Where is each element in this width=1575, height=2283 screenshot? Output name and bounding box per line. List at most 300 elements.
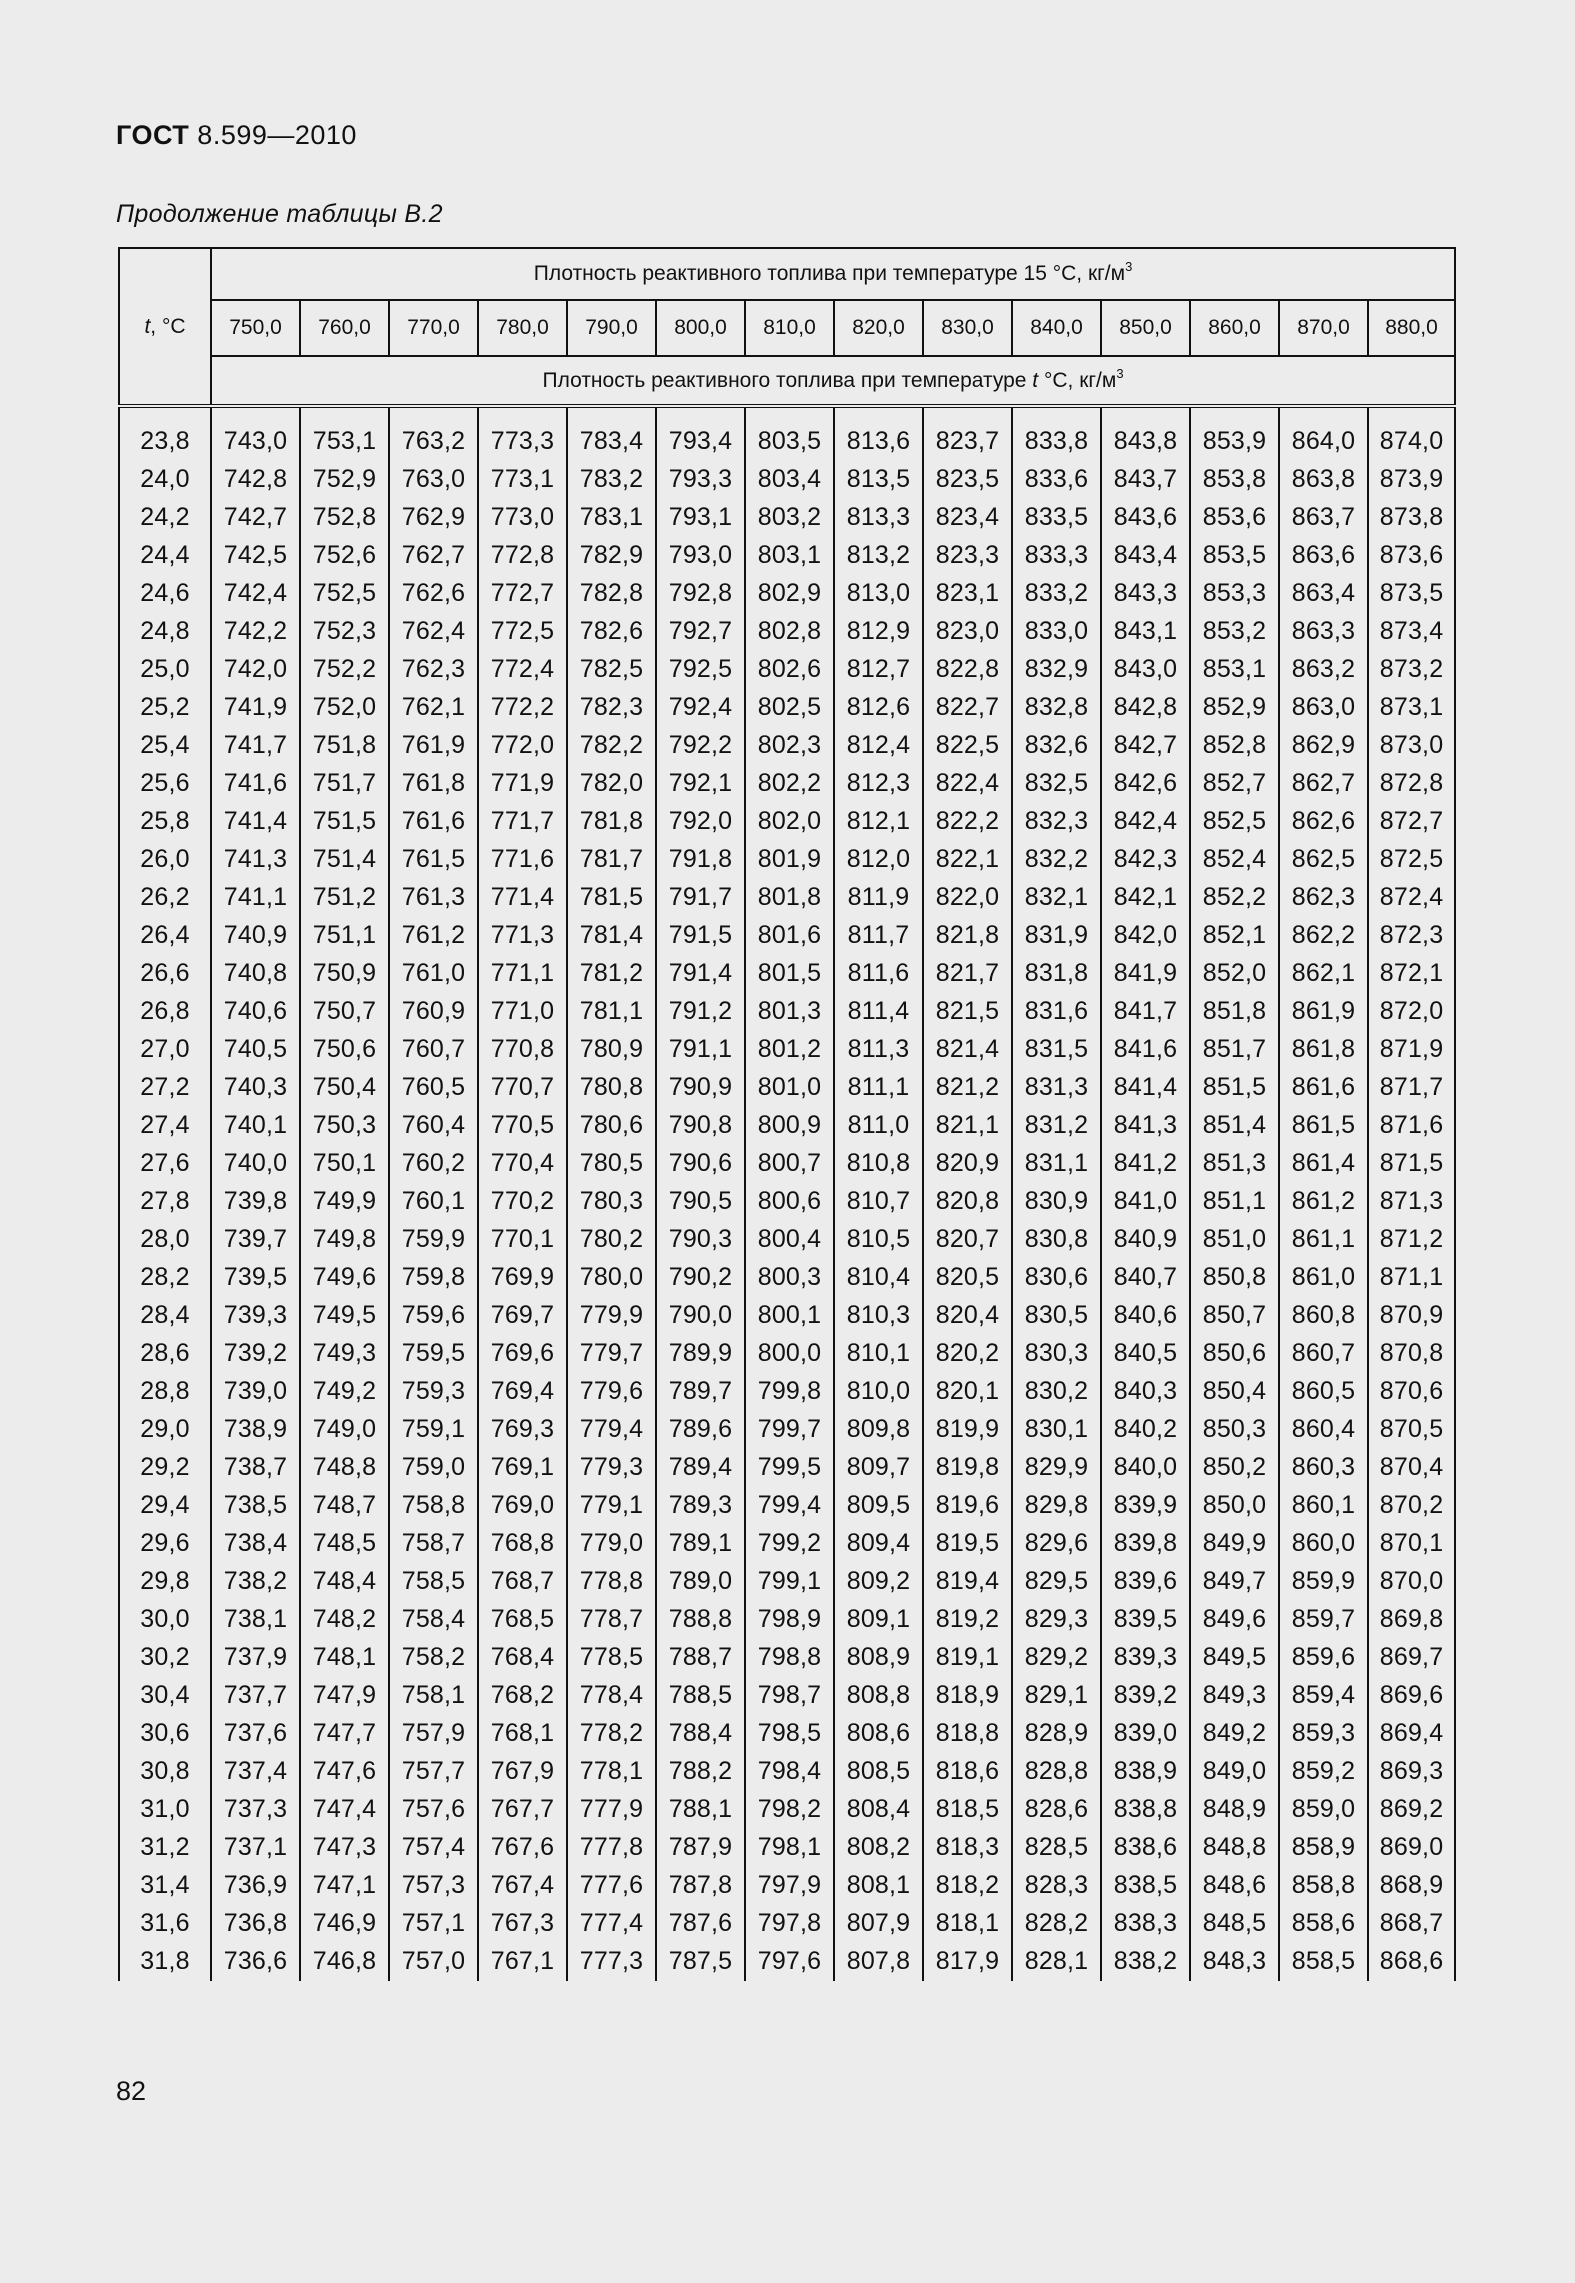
density-cell: 750,3 <box>300 1106 389 1144</box>
density-cell: 748,2 <box>300 1600 389 1638</box>
table-row <box>119 1410 1455 1448</box>
density-cell: 868,7 <box>1368 1904 1455 1942</box>
density-cell: 779,0 <box>567 1524 656 1562</box>
density-cell: 752,0 <box>300 688 389 726</box>
density-cell: 812,3 <box>834 764 923 802</box>
density-cell: 860,7 <box>1279 1334 1368 1372</box>
density-cell: 771,7 <box>478 802 567 840</box>
density-cell: 841,2 <box>1101 1144 1190 1182</box>
density-cell: 840,3 <box>1101 1372 1190 1410</box>
temperature-cell: 29,0 <box>119 1410 211 1448</box>
density-cell: 871,7 <box>1368 1068 1455 1106</box>
density-cell: 840,9 <box>1101 1220 1190 1258</box>
density-cell: 869,7 <box>1368 1638 1455 1676</box>
density-cell: 869,2 <box>1368 1790 1455 1828</box>
temperature-column-header <box>119 248 211 406</box>
density-cell: 797,9 <box>745 1866 834 1904</box>
density-cell: 858,9 <box>1279 1828 1368 1866</box>
temperature-cell: 24,8 <box>119 612 211 650</box>
density-cell: 799,8 <box>745 1372 834 1410</box>
density-cell: 871,6 <box>1368 1106 1455 1144</box>
density-cell: 740,5 <box>211 1030 300 1068</box>
density-cell: 862,6 <box>1279 802 1368 840</box>
density-cell: 742,0 <box>211 650 300 688</box>
density-cell: 818,8 <box>923 1714 1012 1752</box>
table-row <box>119 422 1455 460</box>
density-cell: 762,7 <box>389 536 478 574</box>
density-cell: 783,2 <box>567 460 656 498</box>
density-cell: 780,2 <box>567 1220 656 1258</box>
density-cell: 751,7 <box>300 764 389 802</box>
density-t-header-sup: 3 <box>1116 365 1124 381</box>
density-cell: 761,9 <box>389 726 478 764</box>
density-cell: 842,8 <box>1101 688 1190 726</box>
density-column-header: 880,0 <box>1368 300 1455 356</box>
temperature-cell: 25,8 <box>119 802 211 840</box>
density-cell: 800,7 <box>745 1144 834 1182</box>
density-cell: 853,3 <box>1190 574 1279 612</box>
density-cell: 870,9 <box>1368 1296 1455 1334</box>
density-cell: 841,3 <box>1101 1106 1190 1144</box>
density-cell: 793,0 <box>656 536 745 574</box>
density-cell: 840,7 <box>1101 1258 1190 1296</box>
density-column-header: 810,0 <box>745 300 834 356</box>
density-cell: 762,3 <box>389 650 478 688</box>
density-cell: 770,1 <box>478 1220 567 1258</box>
density-cell: 833,0 <box>1012 612 1101 650</box>
temperature-cell: 27,6 <box>119 1144 211 1182</box>
density-cell: 779,3 <box>567 1448 656 1486</box>
table-row <box>119 498 1455 536</box>
density-cell: 872,7 <box>1368 802 1455 840</box>
density-cell: 819,6 <box>923 1486 1012 1524</box>
density-cell: 872,0 <box>1368 992 1455 1030</box>
density-column-header: 870,0 <box>1279 300 1368 356</box>
density-cell: 767,9 <box>478 1752 567 1790</box>
density-cell: 751,4 <box>300 840 389 878</box>
density-cell: 820,9 <box>923 1144 1012 1182</box>
density-cell: 772,4 <box>478 650 567 688</box>
density-cell: 749,6 <box>300 1258 389 1296</box>
density-cell: 799,2 <box>745 1524 834 1562</box>
density-cell: 781,2 <box>567 954 656 992</box>
density-cell: 752,9 <box>300 460 389 498</box>
density-cell: 800,6 <box>745 1182 834 1220</box>
density-cell: 810,8 <box>834 1144 923 1182</box>
density-cell: 810,7 <box>834 1182 923 1220</box>
density-cell: 870,8 <box>1368 1334 1455 1372</box>
temperature-cell: 31,0 <box>119 1790 211 1828</box>
density-cell: 868,9 <box>1368 1866 1455 1904</box>
density-cell: 767,7 <box>478 1790 567 1828</box>
density-cell: 781,4 <box>567 916 656 954</box>
density-cell: 759,0 <box>389 1448 478 1486</box>
spacer-row <box>119 406 1455 422</box>
density-cell: 790,0 <box>656 1296 745 1334</box>
density-cell: 767,1 <box>478 1942 567 1981</box>
density-t-header-prefix: Плотность реактивного топлива при температуре <box>542 368 1033 392</box>
density-cell: 843,4 <box>1101 536 1190 574</box>
density-column-header: 760,0 <box>300 300 389 356</box>
density-cell: 812,1 <box>834 802 923 840</box>
density-cell: 768,2 <box>478 1676 567 1714</box>
density-cell: 849,9 <box>1190 1524 1279 1562</box>
temperature-cell: 28,0 <box>119 1220 211 1258</box>
temperature-cell: 30,2 <box>119 1638 211 1676</box>
density-cell: 802,3 <box>745 726 834 764</box>
density-cell: 869,4 <box>1368 1714 1455 1752</box>
density-cell: 873,5 <box>1368 574 1455 612</box>
density-cell: 773,0 <box>478 498 567 536</box>
density-cell: 829,6 <box>1012 1524 1101 1562</box>
density-cell: 861,2 <box>1279 1182 1368 1220</box>
density-cell: 812,9 <box>834 612 923 650</box>
density-cell: 753,1 <box>300 422 389 460</box>
density-cell: 739,5 <box>211 1258 300 1296</box>
density-cell: 768,4 <box>478 1638 567 1676</box>
density-cell: 736,6 <box>211 1942 300 1981</box>
density-cell: 787,6 <box>656 1904 745 1942</box>
table-row <box>119 1600 1455 1638</box>
density-cell: 739,7 <box>211 1220 300 1258</box>
density-cell: 783,1 <box>567 498 656 536</box>
density-cell: 761,8 <box>389 764 478 802</box>
table-row <box>119 992 1455 1030</box>
density-cell: 849,5 <box>1190 1638 1279 1676</box>
density-cell: 741,7 <box>211 726 300 764</box>
density-cell: 859,9 <box>1279 1562 1368 1600</box>
density-cell: 767,6 <box>478 1828 567 1866</box>
temperature-cell: 27,8 <box>119 1182 211 1220</box>
density-cell: 748,1 <box>300 1638 389 1676</box>
density-cell: 797,6 <box>745 1942 834 1981</box>
density-cell: 872,5 <box>1368 840 1455 878</box>
density-cell: 739,2 <box>211 1334 300 1372</box>
density-cell: 736,9 <box>211 1866 300 1904</box>
density-cell: 829,8 <box>1012 1486 1101 1524</box>
temperature-cell: 30,4 <box>119 1676 211 1714</box>
density-cell: 819,2 <box>923 1600 1012 1638</box>
density-cell: 798,8 <box>745 1638 834 1676</box>
density-cell: 782,5 <box>567 650 656 688</box>
density-cell: 738,9 <box>211 1410 300 1448</box>
density-cell: 843,7 <box>1101 460 1190 498</box>
density-cell: 852,5 <box>1190 802 1279 840</box>
density-cell: 821,1 <box>923 1106 1012 1144</box>
table-row <box>119 1638 1455 1676</box>
density-cell: 808,5 <box>834 1752 923 1790</box>
density-cell: 859,3 <box>1279 1714 1368 1752</box>
density-cell: 843,0 <box>1101 650 1190 688</box>
density-cell: 807,9 <box>834 1904 923 1942</box>
density-cell: 773,3 <box>478 422 567 460</box>
density-cell: 833,3 <box>1012 536 1101 574</box>
density-cell: 798,5 <box>745 1714 834 1752</box>
density-t-header <box>211 356 1455 406</box>
density-cell: 747,4 <box>300 1790 389 1828</box>
density-cell: 751,1 <box>300 916 389 954</box>
density-cell: 813,6 <box>834 422 923 460</box>
density-cell: 777,4 <box>567 1904 656 1942</box>
temperature-cell: 31,2 <box>119 1828 211 1866</box>
density-cell: 791,8 <box>656 840 745 878</box>
density-cell: 821,2 <box>923 1068 1012 1106</box>
density-cell: 872,4 <box>1368 878 1455 916</box>
density-cell: 779,1 <box>567 1486 656 1524</box>
density-cell: 869,6 <box>1368 1676 1455 1714</box>
temperature-cell: 24,4 <box>119 536 211 574</box>
density-cell: 858,8 <box>1279 1866 1368 1904</box>
density-cell: 841,9 <box>1101 954 1190 992</box>
density-cell: 761,0 <box>389 954 478 992</box>
density-cell: 779,7 <box>567 1334 656 1372</box>
density-cell: 849,0 <box>1190 1752 1279 1790</box>
density-cell: 801,9 <box>745 840 834 878</box>
density-cell: 809,5 <box>834 1486 923 1524</box>
density-cell: 798,7 <box>745 1676 834 1714</box>
density-cell: 777,8 <box>567 1828 656 1866</box>
density-cell: 803,2 <box>745 498 834 536</box>
temperature-cell: 29,4 <box>119 1486 211 1524</box>
table-row <box>119 1296 1455 1334</box>
density-cell: 810,3 <box>834 1296 923 1334</box>
density-cell: 863,4 <box>1279 574 1368 612</box>
density-cell: 777,6 <box>567 1866 656 1904</box>
density-cell: 799,1 <box>745 1562 834 1600</box>
density-cell: 832,1 <box>1012 878 1101 916</box>
temperature-var: t <box>144 314 151 338</box>
density-cell: 791,5 <box>656 916 745 954</box>
density-column-header: 860,0 <box>1190 300 1279 356</box>
density-cell: 830,2 <box>1012 1372 1101 1410</box>
density-cell: 828,8 <box>1012 1752 1101 1790</box>
density-cell: 850,2 <box>1190 1448 1279 1486</box>
density-cell: 830,3 <box>1012 1334 1101 1372</box>
density-cell: 769,1 <box>478 1448 567 1486</box>
density-cell: 832,5 <box>1012 764 1101 802</box>
density-cell: 802,6 <box>745 650 834 688</box>
density-cell: 820,8 <box>923 1182 1012 1220</box>
density-cell: 823,4 <box>923 498 1012 536</box>
density-cell: 788,1 <box>656 1790 745 1828</box>
density-cell: 843,6 <box>1101 498 1190 536</box>
density-cell: 811,1 <box>834 1068 923 1106</box>
temperature-cell: 25,4 <box>119 726 211 764</box>
density-cell: 860,8 <box>1279 1296 1368 1334</box>
table-row <box>119 1714 1455 1752</box>
density-cell: 803,1 <box>745 536 834 574</box>
density-cell: 831,6 <box>1012 992 1101 1030</box>
density-cell: 872,8 <box>1368 764 1455 802</box>
table-row <box>119 1866 1455 1904</box>
density-column-header: 770,0 <box>389 300 478 356</box>
density-cell: 841,6 <box>1101 1030 1190 1068</box>
density-cell: 808,6 <box>834 1714 923 1752</box>
density-cell: 860,4 <box>1279 1410 1368 1448</box>
density-cell: 860,3 <box>1279 1448 1368 1486</box>
density-cell: 737,4 <box>211 1752 300 1790</box>
density-cell: 762,9 <box>389 498 478 536</box>
density-cell: 769,3 <box>478 1410 567 1448</box>
density-cell: 873,8 <box>1368 498 1455 536</box>
density-cell: 740,0 <box>211 1144 300 1182</box>
density-cell: 801,0 <box>745 1068 834 1106</box>
density-cell: 850,3 <box>1190 1410 1279 1448</box>
density-cell: 833,6 <box>1012 460 1101 498</box>
density-cell: 763,0 <box>389 460 478 498</box>
density-cell: 749,5 <box>300 1296 389 1334</box>
density-cell: 792,7 <box>656 612 745 650</box>
density-cell: 758,5 <box>389 1562 478 1600</box>
temperature-cell: 25,0 <box>119 650 211 688</box>
density-cell: 822,5 <box>923 726 1012 764</box>
density-cell: 791,7 <box>656 878 745 916</box>
density-cell: 851,5 <box>1190 1068 1279 1106</box>
density-cell: 771,6 <box>478 840 567 878</box>
table-row <box>119 1220 1455 1258</box>
density-cell: 780,5 <box>567 1144 656 1182</box>
density-cell: 870,5 <box>1368 1410 1455 1448</box>
density-table <box>118 247 1456 1981</box>
density-cell: 810,4 <box>834 1258 923 1296</box>
standard-prefix: ГОСТ <box>116 120 190 150</box>
density-cell: 758,7 <box>389 1524 478 1562</box>
density-cell: 791,2 <box>656 992 745 1030</box>
density-cell: 802,0 <box>745 802 834 840</box>
density-cell: 819,9 <box>923 1410 1012 1448</box>
density-cell: 849,6 <box>1190 1600 1279 1638</box>
table-row <box>119 688 1455 726</box>
density-cell: 788,2 <box>656 1752 745 1790</box>
density-cell: 858,6 <box>1279 1904 1368 1942</box>
density-cell: 782,9 <box>567 536 656 574</box>
density-cell: 842,3 <box>1101 840 1190 878</box>
temperature-cell: 24,2 <box>119 498 211 536</box>
density-cell: 750,9 <box>300 954 389 992</box>
density-cell: 811,4 <box>834 992 923 1030</box>
density-cell: 787,9 <box>656 1828 745 1866</box>
density-cell: 788,8 <box>656 1600 745 1638</box>
density-cell: 870,0 <box>1368 1562 1455 1600</box>
density-cell: 861,8 <box>1279 1030 1368 1068</box>
density-cell: 748,5 <box>300 1524 389 1562</box>
density-cell: 762,6 <box>389 574 478 612</box>
density-cell: 803,4 <box>745 460 834 498</box>
temperature-cell: 26,4 <box>119 916 211 954</box>
density-cell: 793,3 <box>656 460 745 498</box>
density-cell: 792,1 <box>656 764 745 802</box>
density-cell: 788,5 <box>656 1676 745 1714</box>
density-cell: 769,6 <box>478 1334 567 1372</box>
density-cell: 871,9 <box>1368 1030 1455 1068</box>
density-cell: 822,7 <box>923 688 1012 726</box>
density-cell: 820,4 <box>923 1296 1012 1334</box>
temperature-cell: 30,8 <box>119 1752 211 1790</box>
table-row <box>119 536 1455 574</box>
page-number: 82 <box>116 2076 147 2106</box>
density-cell: 838,3 <box>1101 1904 1190 1942</box>
density-cell: 853,6 <box>1190 498 1279 536</box>
density-cell: 757,1 <box>389 1904 478 1942</box>
density-cell: 808,4 <box>834 1790 923 1828</box>
density-cell: 760,7 <box>389 1030 478 1068</box>
temperature-cell: 24,6 <box>119 574 211 612</box>
table-row <box>119 1106 1455 1144</box>
density-cell: 811,0 <box>834 1106 923 1144</box>
density-cell: 812,6 <box>834 688 923 726</box>
density-cell: 851,0 <box>1190 1220 1279 1258</box>
density-cell: 760,2 <box>389 1144 478 1182</box>
temperature-cell: 28,8 <box>119 1372 211 1410</box>
density-cell: 871,5 <box>1368 1144 1455 1182</box>
density-cell: 767,4 <box>478 1866 567 1904</box>
density-table-body <box>119 406 1455 1981</box>
density-cell: 852,7 <box>1190 764 1279 802</box>
density-cell: 858,5 <box>1279 1942 1368 1981</box>
density-cell: 828,6 <box>1012 1790 1101 1828</box>
density-cell: 828,3 <box>1012 1866 1101 1904</box>
density-cell: 843,3 <box>1101 574 1190 612</box>
density-cell: 822,8 <box>923 650 1012 688</box>
density-cell: 861,5 <box>1279 1106 1368 1144</box>
density-cell: 859,6 <box>1279 1638 1368 1676</box>
density-cell: 831,1 <box>1012 1144 1101 1182</box>
density-cell: 819,1 <box>923 1638 1012 1676</box>
density-cell: 832,2 <box>1012 840 1101 878</box>
density-cell: 742,2 <box>211 612 300 650</box>
density-cell: 746,8 <box>300 1942 389 1981</box>
temperature-cell: 27,2 <box>119 1068 211 1106</box>
density-cell: 768,1 <box>478 1714 567 1752</box>
table-row <box>119 1676 1455 1714</box>
density-cell: 849,3 <box>1190 1676 1279 1714</box>
table-row <box>119 1258 1455 1296</box>
density-cell: 749,3 <box>300 1334 389 1372</box>
table-row <box>119 1068 1455 1106</box>
density-t-header-suffix: °C, кг/м <box>1038 368 1117 392</box>
density-cell: 833,5 <box>1012 498 1101 536</box>
density-cell: 771,9 <box>478 764 567 802</box>
table-row <box>119 650 1455 688</box>
temperature-cell: 26,2 <box>119 878 211 916</box>
density-cell: 839,3 <box>1101 1638 1190 1676</box>
density-cell: 743,0 <box>211 422 300 460</box>
density-cell: 839,0 <box>1101 1714 1190 1752</box>
density-cell: 741,1 <box>211 878 300 916</box>
density-cell: 840,0 <box>1101 1448 1190 1486</box>
density-cell: 777,9 <box>567 1790 656 1828</box>
density-cell: 842,1 <box>1101 878 1190 916</box>
density-cell: 757,6 <box>389 1790 478 1828</box>
density-cell: 818,1 <box>923 1904 1012 1942</box>
density-cell: 747,7 <box>300 1714 389 1752</box>
density-cell: 739,0 <box>211 1372 300 1410</box>
temperature-cell: 28,2 <box>119 1258 211 1296</box>
density-cell: 780,0 <box>567 1258 656 1296</box>
density-cell: 819,8 <box>923 1448 1012 1486</box>
density-cell: 791,4 <box>656 954 745 992</box>
density-cell: 780,6 <box>567 1106 656 1144</box>
density-cell: 760,5 <box>389 1068 478 1106</box>
density-cell: 850,4 <box>1190 1372 1279 1410</box>
density-cell: 810,5 <box>834 1220 923 1258</box>
density-15c-header-text: Плотность реактивного топлива при температуре 15 °C, кг/м <box>533 262 1126 285</box>
density-cell: 746,9 <box>300 1904 389 1942</box>
density-cell: 832,8 <box>1012 688 1101 726</box>
density-cell: 812,0 <box>834 840 923 878</box>
density-cell: 740,8 <box>211 954 300 992</box>
density-cell: 861,1 <box>1279 1220 1368 1258</box>
